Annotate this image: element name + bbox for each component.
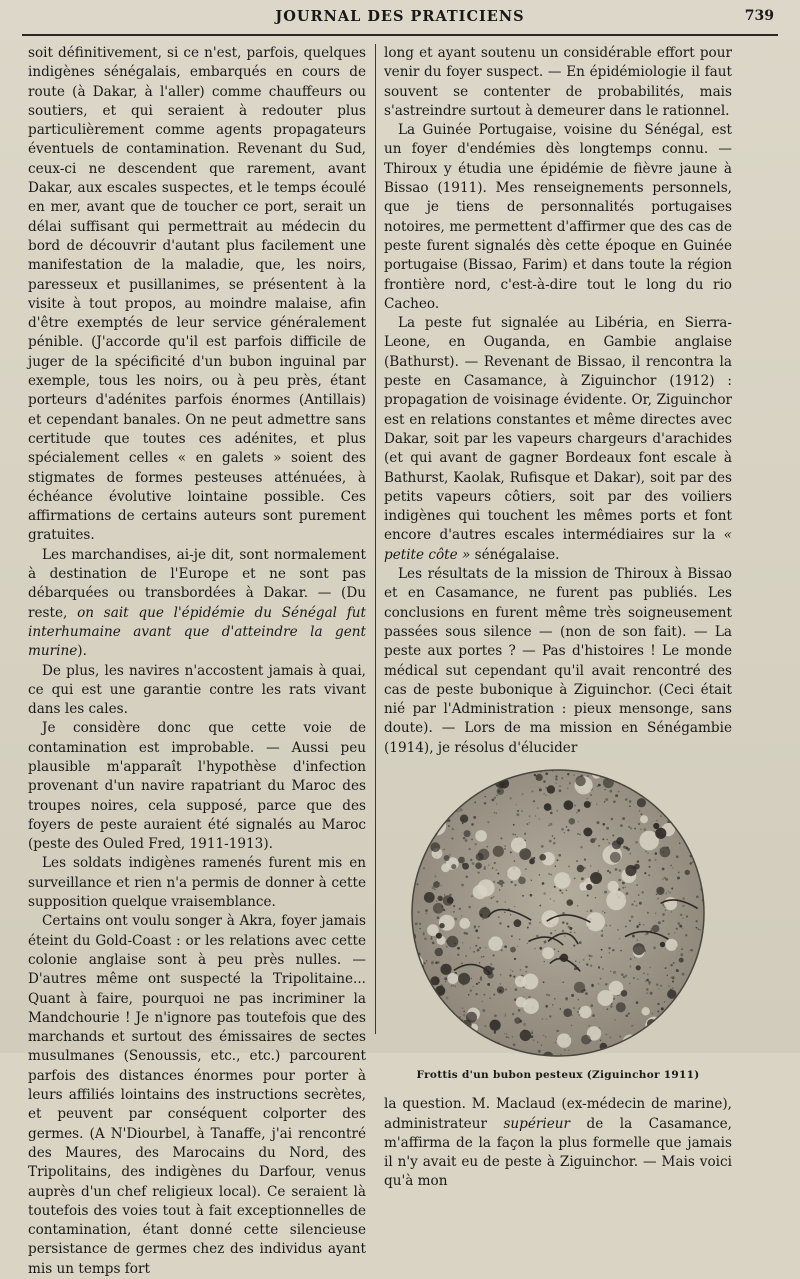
running-title: JOURNAL DES PRATICIENS bbox=[275, 8, 525, 25]
right-column bbox=[384, 44, 732, 1192]
paragraph bbox=[384, 314, 732, 565]
paragraph-end: sénégalaise. bbox=[470, 546, 560, 563]
paragraph: De plus, les navires n'accostent jamais à quai, ce qui est une garantie contre les rats vivant dans les cales. bbox=[28, 662, 366, 718]
paragraph: soit définitivement, si ce n'est, parfois, quelques indigènes sénégalais, embarqués en cours de route (à Dakar, à l'aller) comme chauffeurs ou soutiers, et qui seraient à redouter plus particulièrement comme agents propagateurs éventuels de contamination. Revenant du Sud, ceux-ci ne descendent que rarement, avant Dakar, aux escales suspectes, et le temps écoulé en mer, avant que de toucher ce port, serait un délai suffisant qui permettrait au médecin du bord de découvrir d'autant plus facilement une manifestation de la maladie, que, les noirs, paresseux et pusillanimes, se présentent à la visite à tout propos, au moindre malaise, afin d'être exemptés de leur service généralement pénible. (J'accorde qu'il est parfois difficile de juger de la spécificité d'un bubon inguinal par exemple, tous les noirs, ou à peu près, étant porteurs d'adénites parfois énormes (Antillais) et cependant banales. On ne peut admettre sans certitude que toutes ces adénites, et plus spécialement celles « en galets » soient des stigmates de formes pesteuses atténuées, à échéance évolutive lointaine possible. Ces affirmations de certains auteurs sont purement gratuites. bbox=[28, 45, 366, 544]
paragraph: Je considère donc que cette voie de contamination est improbable. — Aussi peu plausible m'apparaît l'hypothèse d'infection provenant d'un navire rapatriant du Maroc des troupes noires, cela supposé, parce que des foyers de peste auraient été signalés au Maroc (peste des Ouled Fred, 1911-1913). bbox=[28, 720, 366, 853]
aside-close: ). bbox=[77, 643, 87, 660]
italic-aside: on sait que l'épidémie du Sénégal fut interhumaine avant que d'atteindre la gent murine bbox=[28, 604, 366, 660]
left-column bbox=[28, 44, 366, 1279]
paragraph-end: de la Casamance, m'affirma de la façon la plus formelle que jamais il n'y avait eu de peste à Ziguinchor. — Mais voici qu'à mon bbox=[384, 1115, 732, 1190]
paragraph: Certains ont voulu songer à Akra, foyer jamais éteint du Gold-Coast : or les relations avec cette colonie anglaise sont à peu près nulles. — D'autres même ont suspecté la Tripolitaine... Quant à faire, pourquoi ne pas incriminer la Mandchourie ! Je n'ignore pas toutefois que des marchands et surtout des émissaires de sectes musulmanes (Senoussis, etc., etc.) parcourent parfois des distances énormes pour porter à leurs affiliés lointains des instructions secrètes, et peuvent par conséquent colporter des germes. (A N'Diourbel, à Tanaffe, j'ai rencontré des Maures, des Marocains du Nord, des Tripolitains, des indigènes du Darfour, venus auprès d'un chef religieux local). Ce seraient là toutefois des voies tout à fait exceptionnelles de contamination, étant donné cette silencieuse persistance de germes chez des individus ayant mis un temps fort bbox=[28, 913, 366, 1277]
paragraph-text: Les marchandises, ai-je dit, sont normalement à destination de l'Europe et ne sont pas débarquées ou transbordées à Dakar. — (Du reste, bbox=[28, 546, 366, 621]
paragraph-text: la question. M. Maclaud (ex-médecin de marine), administrateur bbox=[384, 1096, 732, 1132]
micrograph-image bbox=[410, 768, 706, 1058]
paragraph: La Guinée Portugaise, voisine du Sénégal, est un foyer d'endémies dès longtemps connu. — Thiroux y étudia une épidémie de fièvre jaune à Bissao (1911). Mes renseignements personnels, que je tiens de personnalités portugaises notoires, me permettent d'affirmer que des cas de peste furent signalés dès cette époque en Guinée portugaise (Bissao, Farim) et dans toute la région frontière nord, c'est-à-dire tout le long du rio Cacheo. bbox=[384, 122, 732, 312]
header-rule bbox=[22, 34, 778, 36]
italic-petite-cote: « petite côte » bbox=[384, 527, 732, 563]
page-header bbox=[0, 8, 800, 36]
italic-superieur: supérieur bbox=[503, 1115, 571, 1132]
figure bbox=[384, 768, 732, 1085]
paragraph: Les soldats indigènes ramenés furent mis en surveillance et rien n'a permis de donner à cette supposition quelque vraisemblance. bbox=[28, 855, 366, 911]
paragraph bbox=[28, 546, 366, 662]
figure-caption: Frottis d'un bubon pesteux (Ziguinchor 1911) bbox=[416, 1068, 700, 1081]
paragraph-text: La peste fut signalée au Libéria, en Sierra-Leone, en Ouganda, en Gambie anglaise (Bathurst). — Revenant de Bissao, il rencontra la peste en Casamance, à Ziguinchor (1912) : propagation de voisinage évidente. Or, Ziguinchor est en relations constantes et même directes avec Dakar, soit par les vapeurs chargeurs d'arachides (et qui avant de gagner Bordeaux font escale à Bathurst, Kaolak, Rufisque et Dakar), soit par des petits vapeurs côtiers, soit par des voiliers indigènes qui touchent les mêmes ports et font encore d'autres escales intermédiaires sur la bbox=[384, 315, 732, 544]
page-number: 739 bbox=[744, 8, 774, 24]
column-divider bbox=[375, 44, 376, 1034]
paragraph bbox=[384, 1095, 732, 1191]
paragraph: long et ayant soutenu un considérable effort pour venir du foyer suspect. — En épidémiologie il faut souvent se contenter de probabilités, mais s'astreindre surtout à demeurer dans le rationnel. bbox=[384, 45, 732, 119]
paragraph: Les résultats de la mission de Thiroux à Bissao et en Casamance, ne furent pas publiés. Les conclusions en furent même très soigneusement passées sous silence — (non de son fait). — La peste aux portes ? — Pas d'histoires ! Le monde médical sut cependant qu'il avait rencontré des cas de peste bubonique à Ziguinchor. (Ceci était nié par l'Administration : pieux mensonge, sans doute). — Lors de ma mission en Sénégambie (1914), je résolus d'élucider bbox=[384, 566, 732, 756]
